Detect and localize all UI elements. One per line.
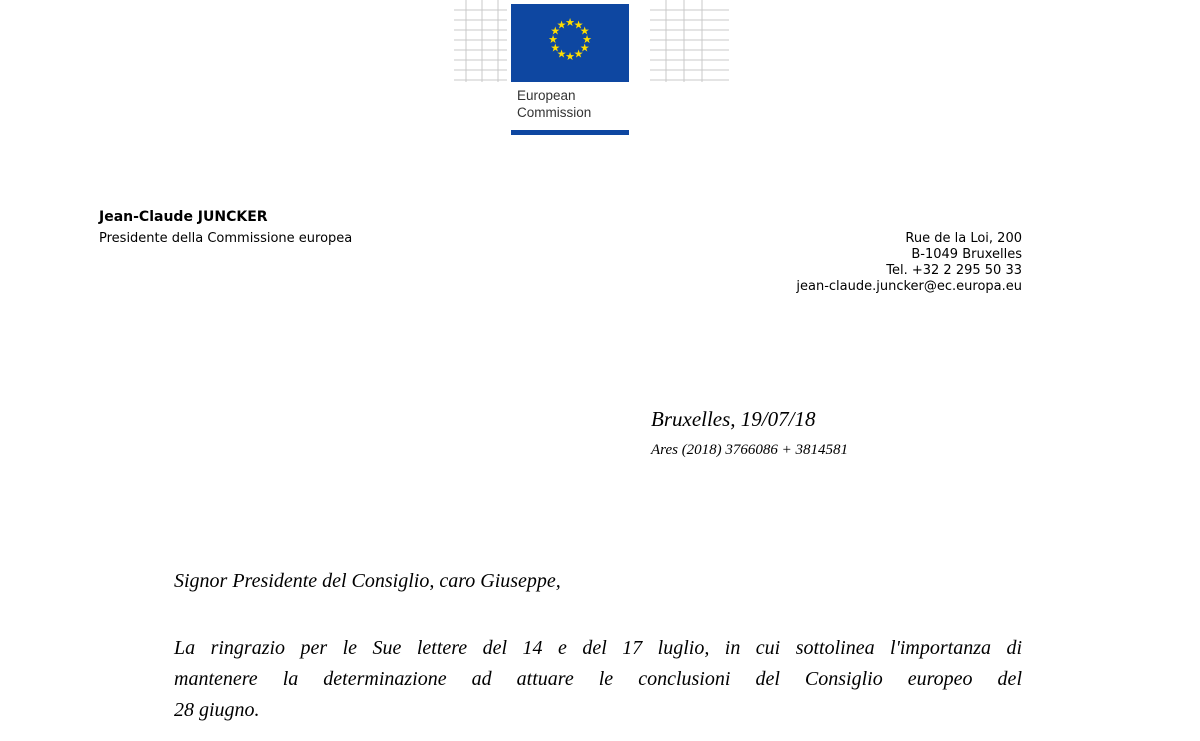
sender-name: Jean-Claude JUNCKER [99,209,268,225]
logo-wordmark [517,87,591,121]
letter-date: Bruxelles, 19/07/18 [651,407,816,431]
svg-text:★: ★ [579,24,590,38]
address-city: B-1049 Bruxelles [911,247,1022,262]
paragraph-line: La ringrazio per le Sue lettere del 14 e del 17 luglio, in cui sottolinea l'importanza di [174,637,1022,659]
logo-underline [511,130,629,135]
svg-text:★: ★ [582,33,592,46]
paragraph-line: mantenere la determinazione ad attuare le conclusioni del Consiglio europeo del [174,668,1022,690]
svg-text:★: ★ [556,18,567,32]
address-street: Rue de la Loi, 200 [905,231,1022,246]
sender-title: Presidente della Commissione europea [99,231,353,246]
svg-text:★: ★ [573,18,584,32]
address-block [796,231,1022,295]
svg-text:★: ★ [565,16,575,29]
letter-paragraph [174,633,1022,726]
address-phone: Tel. +32 2 295 50 33 [886,263,1022,278]
paragraph-line: 28 giugno. [174,699,260,721]
svg-text:★: ★ [579,41,590,55]
svg-text:★: ★ [573,47,584,61]
svg-text:★: ★ [548,33,558,46]
address-email: jean-claude.juncker@ec.europa.eu [796,279,1022,294]
logo-line-1: European [517,88,576,103]
letter-salutation: Signor Presidente del Consiglio, caro Giuseppe, [174,570,561,592]
svg-text:★: ★ [565,50,575,63]
svg-text:★: ★ [550,41,561,55]
logo-line-2: Commission [517,105,592,120]
svg-text:★: ★ [550,24,561,38]
svg-text:★: ★ [556,47,567,61]
eu-commission-logo [452,0,732,140]
letter-reference: Ares (2018) 3766086 + 3814581 [651,442,849,458]
